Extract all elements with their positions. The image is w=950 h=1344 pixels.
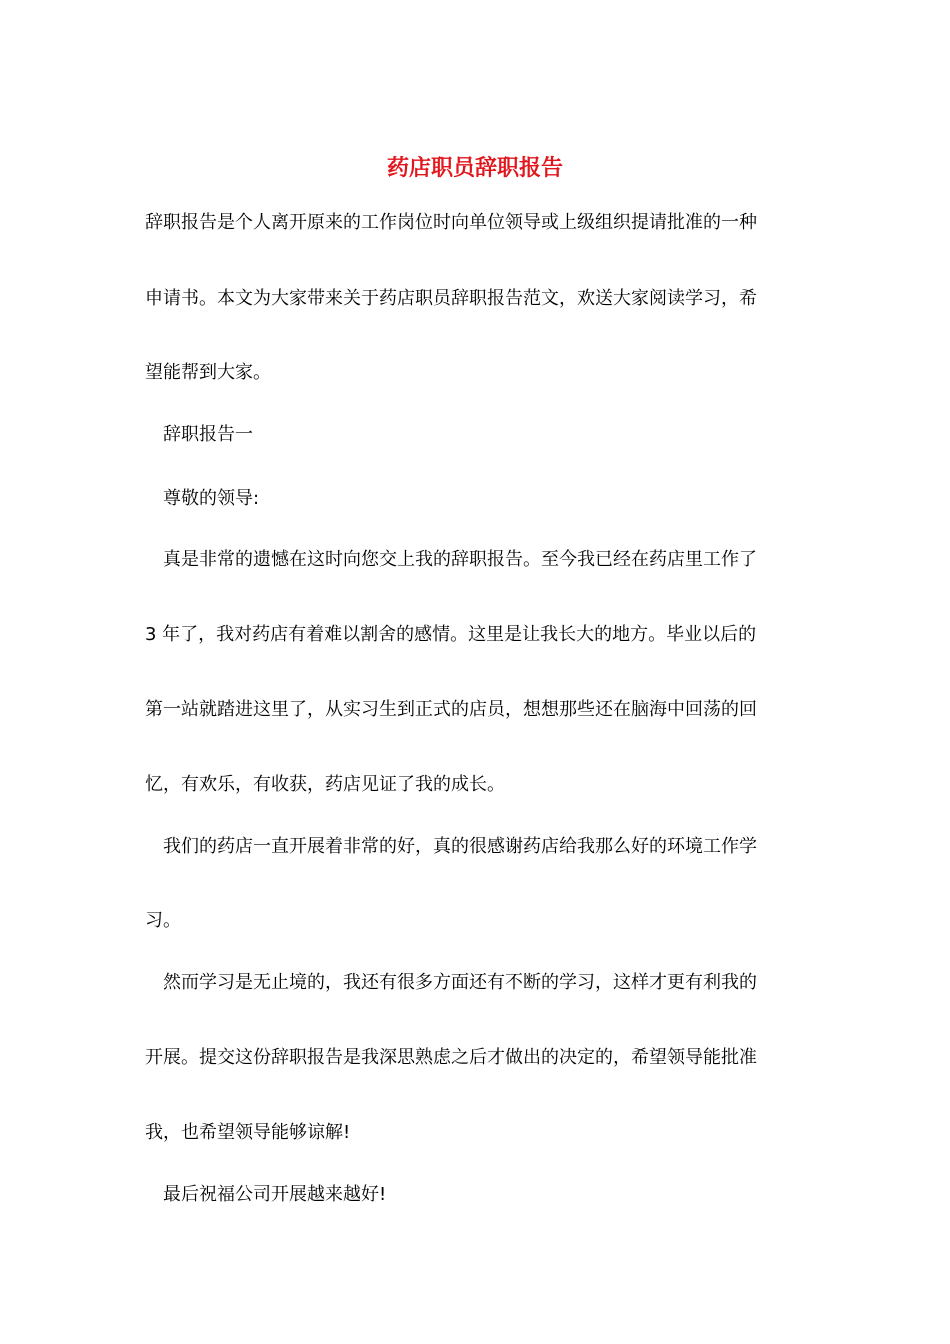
paragraph-line: 开展。提交这份辞职报告是我深思熟虑之后才做出的决定的，希望领导能批准 (145, 1047, 757, 1068)
paragraph-line: 3 年了，我对药店有着难以割舍的感情。这里是让我长大的地方。毕业以后的 (145, 624, 757, 645)
document-title: 药店职员辞职报告 (386, 155, 563, 181)
section-heading: 辞职报告一 (163, 424, 253, 445)
paragraph-line: 习。 (145, 910, 181, 931)
salutation: 尊敬的领导: (163, 488, 260, 509)
paragraph-line: 我们的药店一直开展着非常的好，真的很感谢药店给我那么好的环境工作学 (163, 836, 757, 857)
paragraph-line: 第一站就踏进这里了，从实习生到正式的店员，想想那些还在脑海中回荡的回 (145, 699, 757, 720)
intro-line: 辞职报告是个人离开原来的工作岗位时向单位领导或上级组织提请批准的一种 (145, 212, 757, 233)
intro-line: 申请书。本文为大家带来关于药店职员辞职报告范文，欢送大家阅读学习，希 (145, 288, 757, 309)
paragraph-line: 我，也希望领导能够谅解! (145, 1122, 351, 1143)
paragraph-line: 然而学习是无止境的，我还有很多方面还有不断的学习，这样才更有利我的 (163, 972, 757, 993)
paragraph-line: 真是非常的遗憾在这时向您交上我的辞职报告。至今我已经在药店里工作了 (163, 549, 757, 570)
paragraph-line: 忆，有欢乐，有收获，药店见证了我的成长。 (145, 774, 505, 795)
intro-line: 望能帮到大家。 (145, 362, 271, 383)
closing-line: 最后祝福公司开展越来越好! (163, 1184, 387, 1205)
